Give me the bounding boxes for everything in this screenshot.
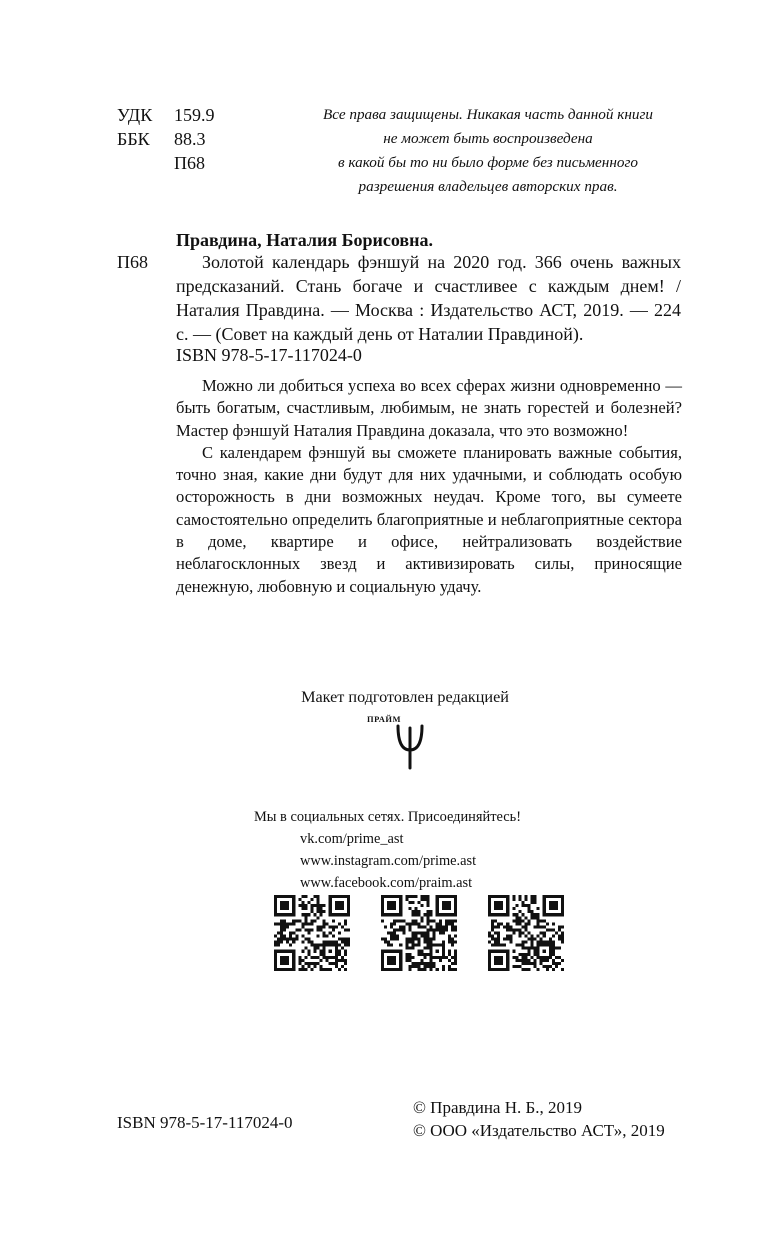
cutter-row [117,151,215,175]
copyright-publisher: © ООО «Издательство АСТ», 2019 [413,1121,665,1140]
cutter-value: П68 [174,153,205,173]
rights-line: Все права защищены. Никакая часть данной книги [323,106,653,123]
social-link-facebook[interactable]: www.facebook.com/praim.ast [300,875,473,891]
social-heading: Мы в социальных сетях. Присоединяйтесь! [254,809,521,825]
annotation [176,375,682,598]
social-block [254,806,521,894]
rights-line: разрешения владельцев авторских прав. [358,178,618,195]
udk-value: 159.9 [174,105,215,125]
prepared-by-text: Макет подготовлен редакцией [301,688,509,706]
publisher-logo-text: ПРАЙМ [367,714,401,724]
classification-block [117,103,215,175]
qr-code-instagram [381,895,457,971]
record-description: Золотой календарь фэншуй на 2020 год. 366 очень важных предсказаний. Стань богаче и счастливее с каждым днем! / Наталия Правдина. — Москва : Издательство АСТ, 2019. — 224 с. — (Совет на каждый день от Наталии Правдиной). [176,252,681,344]
record-isbn: ISBN 978-5-17-117024-0 [176,345,362,365]
social-link-vk[interactable]: vk.com/prime_ast [300,831,404,847]
udk-label: УДК [117,105,153,125]
annotation-paragraph: С календарем фэншуй вы сможете планировать важные события, точно зная, какие дни будут для них удачными, и соблюдать особую осторожность в дни возможных неудач. Кроме того, вы сумеете самостоятельно определить благоприятные и неблагоприятные сектора в доме, квартире и офисе, нейтрализовать воздействие неблагосклонных звезд и активизировать силы, приносящие денежную, любовную и социальную удачу. [176,442,682,596]
bbk-row [117,127,215,151]
qr-code-vk [274,895,350,971]
footer-isbn: ISBN 978-5-17-117024-0 [117,1113,293,1132]
record-cutter: П68 [117,252,148,272]
rights-line: не может быть воспроизведена [383,130,593,147]
annotation-paragraph: Можно ли добиться успеха во всех сферах жизни одновременно — быть богатым, счастливым, любимым, не знать горестей и болезней? Мастер фэншуй Наталия Правдина доказала, что это возможно! [176,376,682,440]
copyright-author: © Правдина Н. Б., 2019 [413,1098,583,1117]
bbk-value: 88.3 [174,129,206,149]
udk-row [117,103,215,127]
rights-notice [296,103,680,199]
qr-code-facebook [488,895,564,971]
copyright-block [413,1096,665,1142]
record-author: Правдина, Наталия Борисовна. [176,230,434,250]
social-link-instagram[interactable]: www.instagram.com/prime.ast [300,853,477,869]
rights-line: в какой бы то ни было форме без письменного [338,154,638,171]
psi-trident-icon [395,724,425,770]
bbk-label: ББК [117,129,150,149]
